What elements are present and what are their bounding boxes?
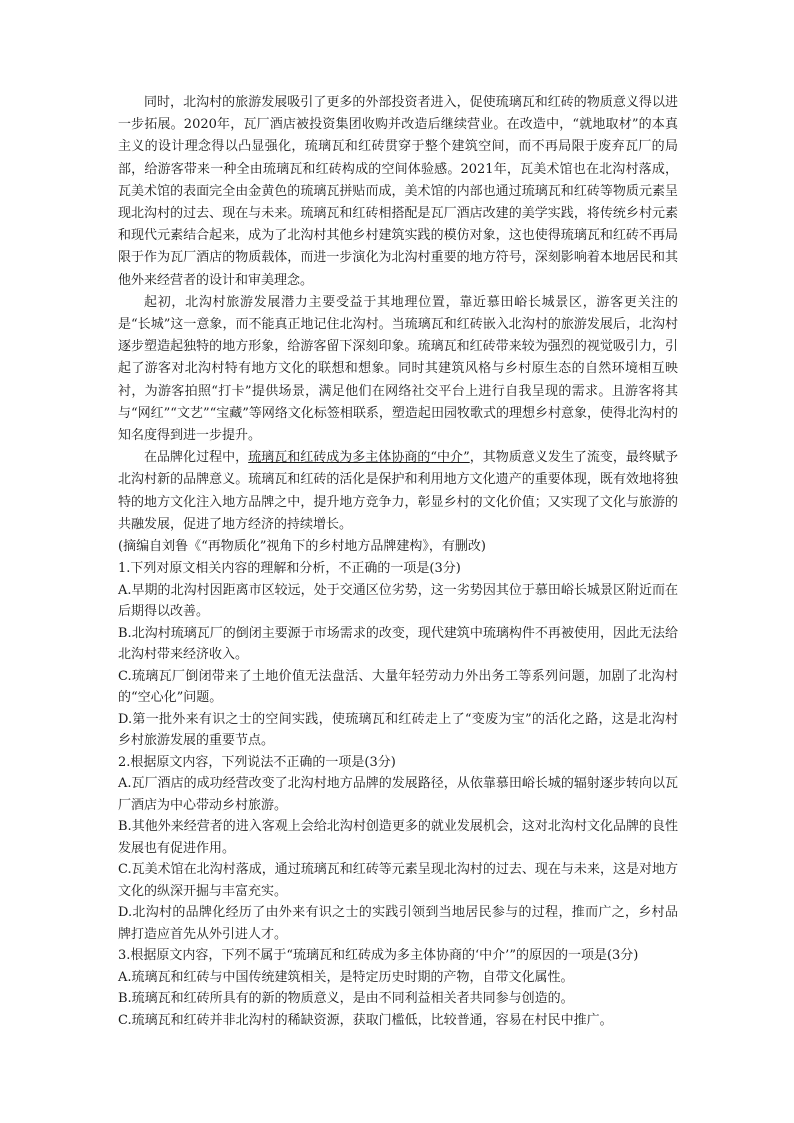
question-3-option-b: B.琉璃瓦和红砖所具有的新的物质意义，是由不同利益相关者共同参与创造的。 [118, 991, 574, 1007]
source-citation: (摘编自刘鲁《“再物质化”视角下的乡村地方品牌建构》，有删改) [118, 539, 486, 555]
question-2-option-c: C.瓦美术馆在北沟村落成，通过琉璃瓦和红砖等元素呈现北沟村的过去、现在与未来，这是对地方文化的纵深开掘与丰富充实。 [118, 862, 678, 899]
question-1-stem: 1.下列对原文相关内容的理解和分析，不正确的一项是(3分) [118, 561, 461, 577]
question-2-option-b: B.其他外来经营者的进入客观上会给北沟村创造更多的就业发展机会，这对北沟村文化品牌的良性发展也有促进作用。 [118, 819, 678, 856]
question-1 [118, 558, 678, 752]
question-1-option-b: B.北沟村琉璃瓦厂的倒闭主要源于市场需求的改变，现代建筑中琉璃构件不再被使用，因此无法给北沟村带来经济收入。 [118, 625, 678, 663]
passage-paragraph-3 [118, 447, 678, 536]
passage-paragraph-2: 起初，北沟村旅游发展潜力主要受益于其地理位置，靠近慕田峪长城景区，游客更关注的是“长城”这一意象，而不能真正地记住北沟村。当琉璃瓦和红砖嵌入北沟村的旅游发展后，北沟村逐步塑造起独特的地方形象，给游客留下深刻印象。琉璃瓦和红砖带来较为强烈的视觉吸引力，引起了游客对北沟村特有地方文化的联想和想象。同时其建筑风格与乡村原生态的自然环境相互映衬，为游客拍照“打卡”提供场景，满足他们在网络社交平台上进行自我呈现的需求。且游客将其与“网红”“文艺”“宝藏”等网络文化标签相联系，塑造起田园牧歌式的理想乡村意象，使得北沟村的知名度得到进一步提升。 [118, 294, 678, 444]
question-3-option-c: C.琉璃瓦和红砖并非北沟村的稀缺资源，获取门槛低，比较普通，容易在村民中推广。 [118, 1012, 613, 1028]
question-3 [118, 945, 678, 1031]
question-2-stem: 2.根据原文内容，下列说法不正确的一项是(3分) [118, 754, 396, 770]
underlined-phrase: 琉璃瓦和红砖成为多主体协商的“中介” [248, 450, 470, 466]
question-3-stem: 3.根据原文内容，下列不属于“琉璃瓦和红砖成为多主体协商的‘中介’”的原因的一项是(3分) [118, 948, 639, 964]
document-body [118, 92, 678, 1031]
question-1-option-a: A.早期的北沟村因距离市区较远，处于交通区位劣势，这一劣势因其位于慕田峪长城景区附近而在后期得以改善。 [118, 582, 678, 620]
question-1-option-d: D.第一批外来有识之士的空间实践，使琉璃瓦和红砖走上了“变废为宝”的活化之路，这是北沟村乡村旅游发展的重要节点。 [118, 711, 678, 749]
question-2-option-a: A.瓦厂酒店的成功经营改变了北沟村地方品牌的发展路径，从依靠慕田峪长城的辐射逐步转向以瓦厂酒店为中心带动乡村旅游。 [118, 776, 678, 813]
passage-paragraph-1: 同时，北沟村的旅游发展吸引了更多的外部投资者进入，促使琉璃瓦和红砖的物质意义得以进一步拓展。2020年，瓦厂酒店被投资集团收购并改造后继续营业。在改造中，“就地取材”的本真主义的设计理念得以凸显强化，琉璃瓦和红砖贯穿于整个建筑空间，而不再局限于废弃瓦厂的局部，给游客带来一种全由琉璃瓦和红砖构成的空间体验感。2021年，瓦美术馆也在北沟村落成，瓦美术馆的表面完全由金黄色的琉璃瓦拼贴而成，美术馆的内部也通过琉璃瓦和红砖等物质元素呈现北沟村的过去、现在与未来。琉璃瓦和红砖相搭配是瓦厂酒店改建的美学实践，将传统乡村元素和现代元素结合起来，成为了北沟村其他乡村建筑实践的模仿对象，这也使得琉璃瓦和红砖不再局限于作为瓦厂酒店的物质载体，而进一步演化为北沟村重要的地方符号，深刻影响着本地居民和其他外来经营者的设计和审美理念。 [118, 95, 678, 288]
question-1-option-c: C.琉璃瓦厂倒闭带来了土地价值无法盘活、大量年轻劳动力外出务工等系列问题，加剧了北沟村的“空心化”问题。 [118, 668, 678, 706]
paragraph-3-text-start: 在品牌化过程中， [144, 450, 249, 466]
paragraph-3-text-end: ，其物质意义发生了流变，最终赋予北沟村新的品牌意义。琉璃瓦和红砖的活化是保护和利用地方文化遗产的重要体现，既有效地将独特的地方文化注入地方品牌之中，提升地方竞争力，彰显乡村的文化价值；又实现了文化与旅游的共融发展，促进了地方经济的持续增长。 [118, 450, 678, 532]
question-2 [118, 752, 678, 946]
question-2-option-d: D.北沟村的品牌化经历了由外来有识之士的实践引领到当地居民参与的过程，推而广之，乡村品牌打造应首先从外引进人才。 [118, 905, 678, 942]
question-3-option-a: A.琉璃瓦和红砖与中国传统建筑相关，是特定历史时期的产物，自带文化属性。 [118, 969, 574, 985]
